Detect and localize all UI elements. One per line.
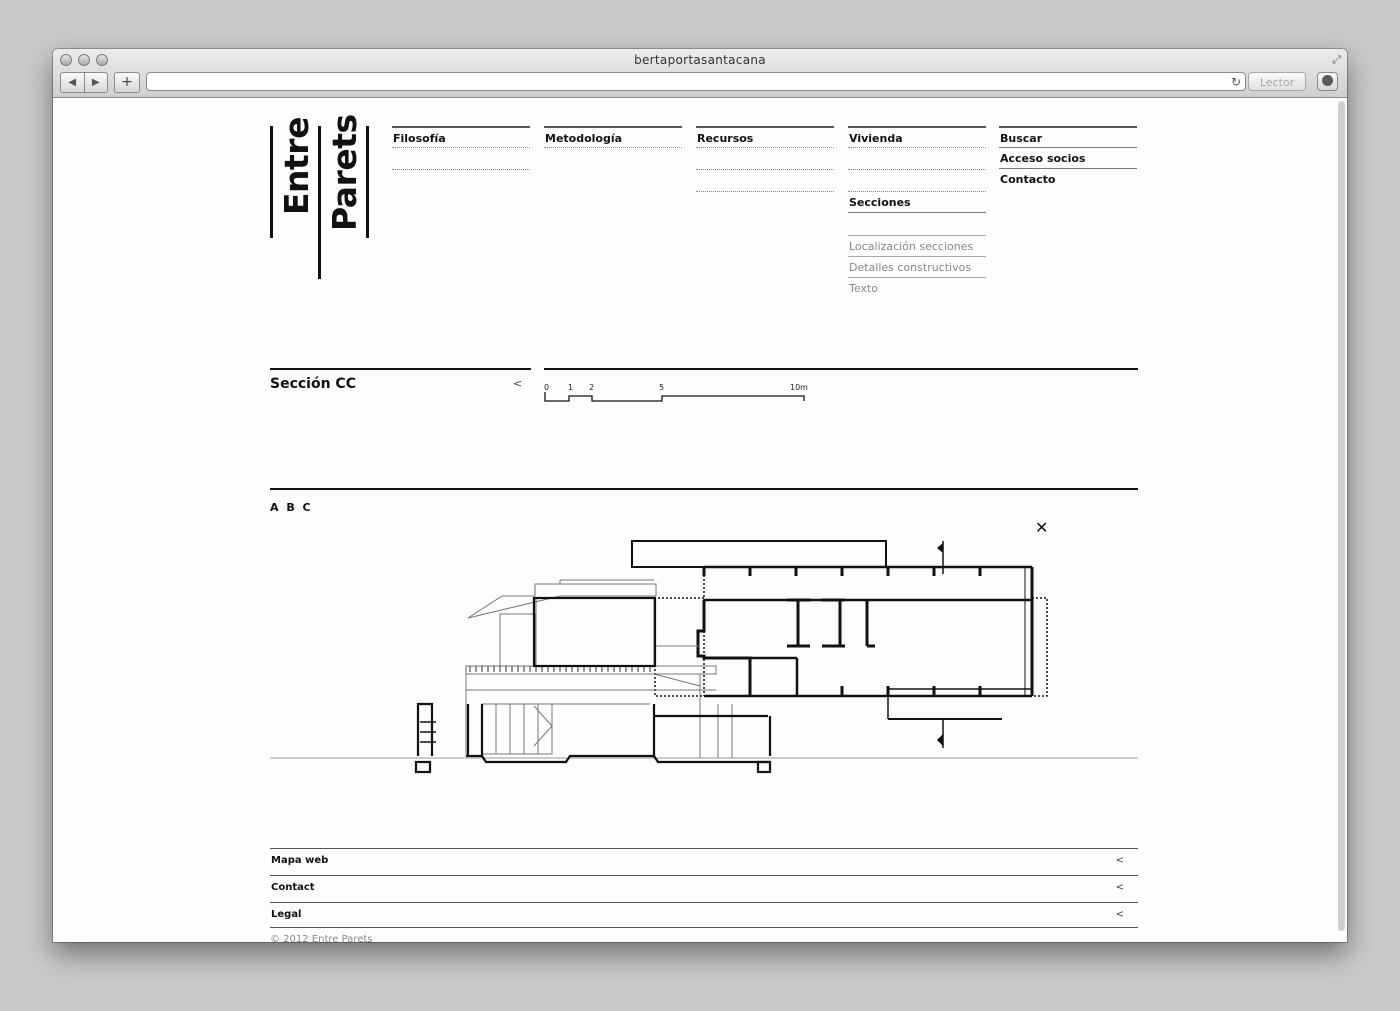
logo-word-entre: Entre (277, 117, 316, 215)
scale-label: 2 (589, 383, 595, 392)
footer-item-legal[interactable] (270, 902, 1138, 928)
downloads-icon[interactable] (1317, 72, 1338, 91)
menu-item-secciones[interactable]: Secciones (848, 191, 986, 213)
menu-empty-row (848, 147, 986, 169)
forward-icon[interactable]: ▶ (84, 73, 108, 92)
menu-item-vivienda[interactable]: Vivienda (848, 126, 986, 147)
title-bar (53, 49, 1347, 98)
browser-window (53, 49, 1347, 942)
section-title: Sección CC (270, 376, 356, 392)
footer-item-contact[interactable] (270, 875, 1138, 901)
menu-empty-row (392, 169, 530, 191)
scrollbar[interactable] (1338, 101, 1345, 931)
add-bookmark-button[interactable]: + (114, 72, 140, 93)
logo-line (270, 126, 273, 238)
chevron-left-icon: < (1115, 909, 1124, 920)
scale-label: 10m (790, 383, 808, 392)
menu-utilities (999, 126, 1137, 189)
reader-button[interactable]: Lector (1248, 72, 1306, 91)
menu-subitem-texto[interactable]: Texto (848, 277, 986, 298)
menu-filosofia (392, 126, 530, 191)
reload-icon[interactable]: ↻ (1230, 75, 1241, 89)
menu-empty-row (696, 169, 834, 191)
menu-empty-row (848, 169, 986, 191)
menu-recursos (696, 126, 834, 213)
chevron-left-icon: < (1115, 882, 1124, 893)
footer-label: Mapa web (271, 855, 329, 866)
copyright: © 2012 Entre Parets (270, 934, 373, 942)
window-title: bertaportasantacana (634, 53, 766, 67)
nav-buttons (60, 72, 108, 93)
menu-empty-row (544, 147, 682, 169)
menu-empty-row (696, 147, 834, 169)
footer-label: Contact (271, 882, 315, 893)
logo-word-parets: Parets (325, 114, 364, 231)
section-variant-tabs[interactable]: A B C (270, 501, 313, 514)
scale-label: 0 (544, 383, 550, 392)
divider (544, 368, 1138, 370)
menu-item-filosofia[interactable]: Filosofía (392, 126, 530, 147)
menu-item-acceso-socios[interactable]: Acceso socios (999, 147, 1137, 168)
divider (270, 488, 1138, 490)
section-drawing (270, 536, 1138, 786)
logo-line (318, 126, 321, 279)
close-icon[interactable]: ✕ (1035, 518, 1049, 537)
menu-item-metodologia[interactable]: Metodología (544, 126, 682, 147)
scale-bar (544, 390, 814, 404)
menu-subitem-localizacion[interactable]: Localización secciones (848, 235, 986, 256)
menu-empty-row (696, 191, 834, 213)
fullscreen-icon[interactable]: ⤢ (1332, 53, 1341, 66)
footer-item-mapa-web[interactable] (270, 848, 1138, 874)
menu-item-recursos[interactable]: Recursos (696, 126, 834, 147)
page-content (53, 98, 1347, 942)
address-bar[interactable] (146, 72, 1246, 91)
chevron-left-icon[interactable]: < (513, 377, 523, 390)
chevron-left-icon: < (1115, 855, 1124, 866)
logo-line (366, 126, 369, 238)
scale-label: 1 (568, 383, 574, 392)
scale-label: 5 (659, 383, 665, 392)
menu-empty-row (392, 147, 530, 169)
back-icon[interactable]: ◀ (68, 77, 77, 88)
divider (270, 368, 531, 370)
menu-vivienda (848, 126, 986, 298)
menu-subitem-detalles[interactable]: Detalles constructivos (848, 256, 986, 277)
menu-metodologia (544, 126, 682, 169)
menu-item-buscar[interactable]: Buscar (999, 126, 1137, 147)
footer-label: Legal (271, 909, 302, 920)
menu-item-contacto[interactable]: Contacto (999, 168, 1137, 189)
